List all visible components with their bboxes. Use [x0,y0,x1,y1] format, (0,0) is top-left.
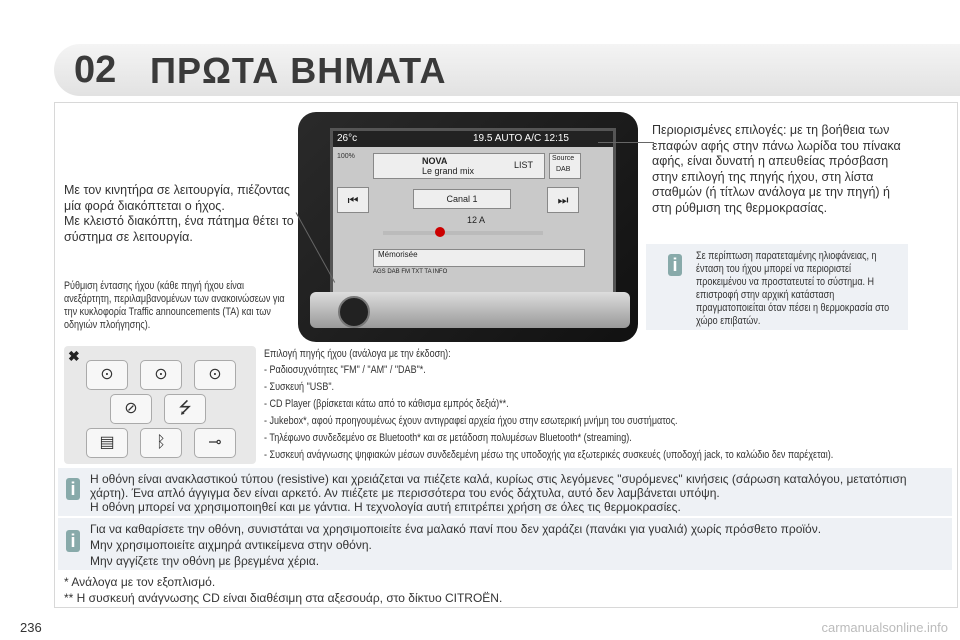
left-paragraph-2: Με κλειστό διακόπτη, ένα πάτημα θέτει το σύστημα σε λειτουργία. [64,214,294,244]
source-item-4: - Jukebox*, αφού προηγουμένως έχουν αντιγραφεί αρχεία ήχου στην εσωτερική μνήμη του συστήματος. [264,415,678,427]
page-number: 236 [20,620,42,635]
screen-freq: 12 A [466,215,486,225]
right-paragraph: Περιορισμένες επιλογές: με τη βοήθεια των επαφών αφής στην πάνω λωρίδα του πίνακα αφής, είναι δυνατή η απευθείας πρόσβαση στην επιλογή της πηγής ήχου, στη λίστα σταθμών (ή τίτλων ανάλογα με την πηγή) ή στη ρύθμιση της θερμοκρασίας. [652,123,901,215]
source-item-label: Συσκευή ανάγνωσης ψηφιακών μέσων συνδεδεμένη μέσω της υποδοχής για εξωτερικές συσκευές (υποδοχή jack, το καλώδιο δεν παρέχεται). [269,449,834,461]
usb-icon[interactable]: ⭍ [164,394,206,424]
disc-3-icon[interactable]: ⊙ [194,360,236,390]
volume-knob[interactable] [338,296,370,328]
source-item-1: - Ραδιοσυχνότητες "FM" / "AM" / "DAB"*. [264,364,426,376]
disc-2-icon[interactable]: ⊙ [140,360,182,390]
screen-temp: 26°c [337,133,358,144]
jack-icon[interactable]: ⊸ [194,428,236,458]
screen-channel[interactable]: Canal 1 [413,189,511,209]
info-box-heat [646,244,908,330]
control-strip [310,292,630,328]
screen-dab[interactable]: DAB [556,166,571,173]
disc-1-icon[interactable]: ⊙ [86,360,128,390]
chapter-number: 02 [74,49,117,91]
leader-line-2 [598,142,654,143]
source-item-label: Jukebox*, αφού προηγουμένως έχουν αντιγραφεί αρχεία ήχου στην εσωτερική μνήμη του συστήματος. [269,415,678,427]
footnote-1: * Ανάλογα με τον εξοπλισμό. [64,575,216,589]
info-icon: i [668,254,682,276]
screen-clock: 19.5 AUTO A/C 12:15 [473,133,569,144]
note-cleaning: Για να καθαρίσετε την οθόνη, συνιστάται να χρησιμοποιείτε ένα μαλακό πανί που δεν χαράζει (πανάκι για γυαλιά) χωρίς πρόσθετο προϊόν. [90,522,822,536]
info-icon: i [66,530,80,552]
watermark: carmanualsonline.info [821,620,948,635]
freq-slider[interactable] [383,231,543,235]
source-item-label: Συσκευή "USB". [269,381,335,393]
note-wet: Μην αγγίζετε την οθόνη με βρεγμένα χέρια. [90,554,320,568]
source-panel [64,346,256,464]
prev-button[interactable]: ⏮ [337,187,369,213]
info-text-heat: Σε περίπτωση παρατεταμένης ηλιοφάνειας, η ένταση του ήχου μπορεί να περιοριστεί προκειμένου να προστατευτεί το σύστημα. Η επιστροφή στην αρχική κατάσταση πραγματοποιείται όταν πέσει η θερμοκρασία στο χώρο επιβατών. [696,250,890,327]
note-gloves: Η οθόνη μπορεί να χρησιμοποιηθεί και με γάντια. Η τεχνολογία αυτή επιτρέπει χρήση σε όλες τις θερμοκρασίες. [90,500,681,514]
note-sharp: Μην χρησιμοποιείτε αιχμηρά αντικείμενα στην οθόνη. [90,538,372,552]
touchscreen [330,128,616,314]
left-paragraph-3: Ρύθμιση έντασης ήχου (κάθε πηγή ήχου είναι ανεξάρτητη, περιλαμβανομένων των ανακοινώσεων για την κυκλοφορία Traffic announcements (TA) και των οδηγιών πλοήγησης). [64,280,285,331]
next-button[interactable]: ⏭ [547,187,579,213]
source-item-5: - Τηλέφωνο συνδεδεμένο σε Bluetooth* και σε μετάδοση πολυμέσων Bluetooth* (streaming). [264,432,632,444]
source-item-label: Ραδιοσυχνότητες "FM" / "AM" / "DAB"*. [269,364,426,376]
screen-list[interactable]: LIST [514,160,534,170]
close-icon[interactable]: ✖ [68,348,80,364]
screen-tabs[interactable]: AGS DAB FM TXT TA INFO [373,269,448,275]
screen-station: NOVA [422,156,448,166]
bluetooth-icon[interactable]: ᛒ [140,428,182,458]
cd-icon[interactable]: ⊘ [110,394,152,424]
left-paragraph-1: Με τον κινητήρα σε λειτουργία, πιέζοντας μία φορά διακόπτεται ο ήχος. [64,183,290,213]
page-title: ΠΡΩΤΑ ΒΗΜΑΤΑ [150,50,447,91]
source-item-label: CD Player (βρίσκεται κάτω από το κάθισμα εμπρός δεξιά)**. [269,398,509,410]
info-box-cleaning [58,518,952,570]
screen-station-sub: Le grand mix [422,166,475,176]
screen-source[interactable]: Source [552,155,575,162]
source-item-3: - CD Player (βρίσκεται κάτω από το κάθισμα εμπρός δεξιά)**. [264,398,509,410]
source-item-label: Τηλέφωνο συνδεδεμένο σε Bluetooth* και σε μετάδοση πολυμέσων Bluetooth* (streaming). [269,432,632,444]
screen-memo[interactable]: Mémorisée [373,249,585,267]
footnote-2: ** Η συσκευή ανάγνωσης CD είναι διαθέσιμη στα αξεσουάρ, στο δίκτυο CITROËN. [64,591,503,605]
info-icon: i [66,478,80,500]
source-item-6: - Συσκευή ανάγνωσης ψηφιακών μέσων συνδεδεμένη μέσω της υποδοχής για εξωτερικές συσκευές (υποδοχή jack, το καλώδιο δεν παρέχεται). [264,449,834,461]
freq-knob[interactable] [435,227,445,237]
screen-preset: 100% [337,153,355,160]
note-resistive: Η οθόνη είναι ανακλαστικού τύπου (resistive) και χρειάζεται να πιέζετε καλά, κυρίως στις λεγόμενες "συρόμενες" κινήσεις (σάρωση καταλόγου, μετατόπιση χάρτη). Ένα απλό άγγιγμα δεν είναι αρκετό. Αν πιέζετε με περισσότερα του ενός δάχτυλα, αυτό δεν λαμβάνεται υπόψη. [90,472,907,500]
source-list-heading: Επιλογή πηγής ήχου (ανάλογα με την έκδοση): [264,348,451,360]
source-item-2: - Συσκευή "USB". [264,381,335,393]
sd-card-icon[interactable]: ▤ [86,428,128,458]
